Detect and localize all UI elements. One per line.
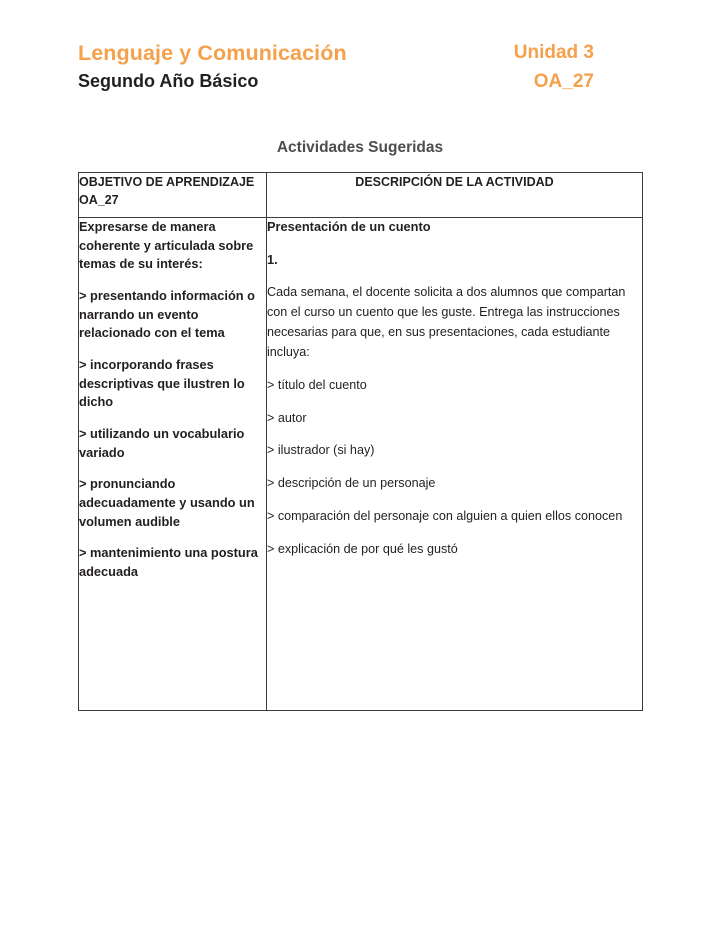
section-heading: Actividades Sugeridas — [276, 139, 444, 156]
unit-title: Unidad 3 — [513, 42, 594, 63]
activity-paragraph: Cada semana, el docente solicita a dos alumnos que compartan con el curso un cuento que les guste. Entrega las instrucciones necesarias para que, en sus presentaciones, cada estudiante incluya: — [267, 285, 626, 359]
activity-number: 1. — [267, 251, 278, 267]
objective-bullet: > presentando información o narrando un evento relacionado con el tema — [79, 288, 255, 341]
table-header-description: DESCRIPCIÓN DE LA ACTIVIDAD — [267, 173, 643, 218]
objective-cell — [79, 218, 267, 711]
table-header-row — [79, 173, 643, 218]
document-header — [78, 40, 642, 94]
objective-bullet: > incorporando frases descriptivas que ilustren lo dicho — [79, 357, 245, 410]
activity-cell — [267, 218, 643, 711]
header-right-block — [514, 41, 594, 94]
table-header-objective: OBJETIVO DE APRENDIZAJE OA_27 — [79, 173, 267, 218]
objective-bullet: > utilizando un vocabulario variado — [79, 426, 245, 460]
objective-bullet: > mantenimiento una postura adecuada — [79, 545, 258, 580]
activity-item: > autor — [267, 410, 307, 425]
header-left-block — [78, 40, 347, 93]
activity-title: Presentación de un cuento — [267, 219, 431, 234]
subject-title: Lenguaje y Comunicación — [78, 41, 347, 65]
objective-bullet: > pronunciando adecuadamente y usando un volumen audible — [79, 476, 255, 529]
activity-item: > comparación del personaje con alguien a quien ellos conocen — [267, 509, 623, 524]
table-body-row — [79, 218, 643, 711]
activities-table — [78, 172, 643, 711]
grade-title: Segundo Año Básico — [78, 70, 259, 91]
activity-item: > título del cuento — [267, 377, 367, 392]
activity-item: > ilustrador (si hay) — [267, 443, 375, 458]
objective-intro: Expresarse de manera coherente y articulada sobre temas de su interés: — [79, 219, 254, 272]
oa-code-title: OA_27 — [533, 70, 594, 92]
activity-item: > descripción de un personaje — [267, 476, 436, 491]
activity-item: > explicación de por qué les gustó — [267, 542, 458, 557]
